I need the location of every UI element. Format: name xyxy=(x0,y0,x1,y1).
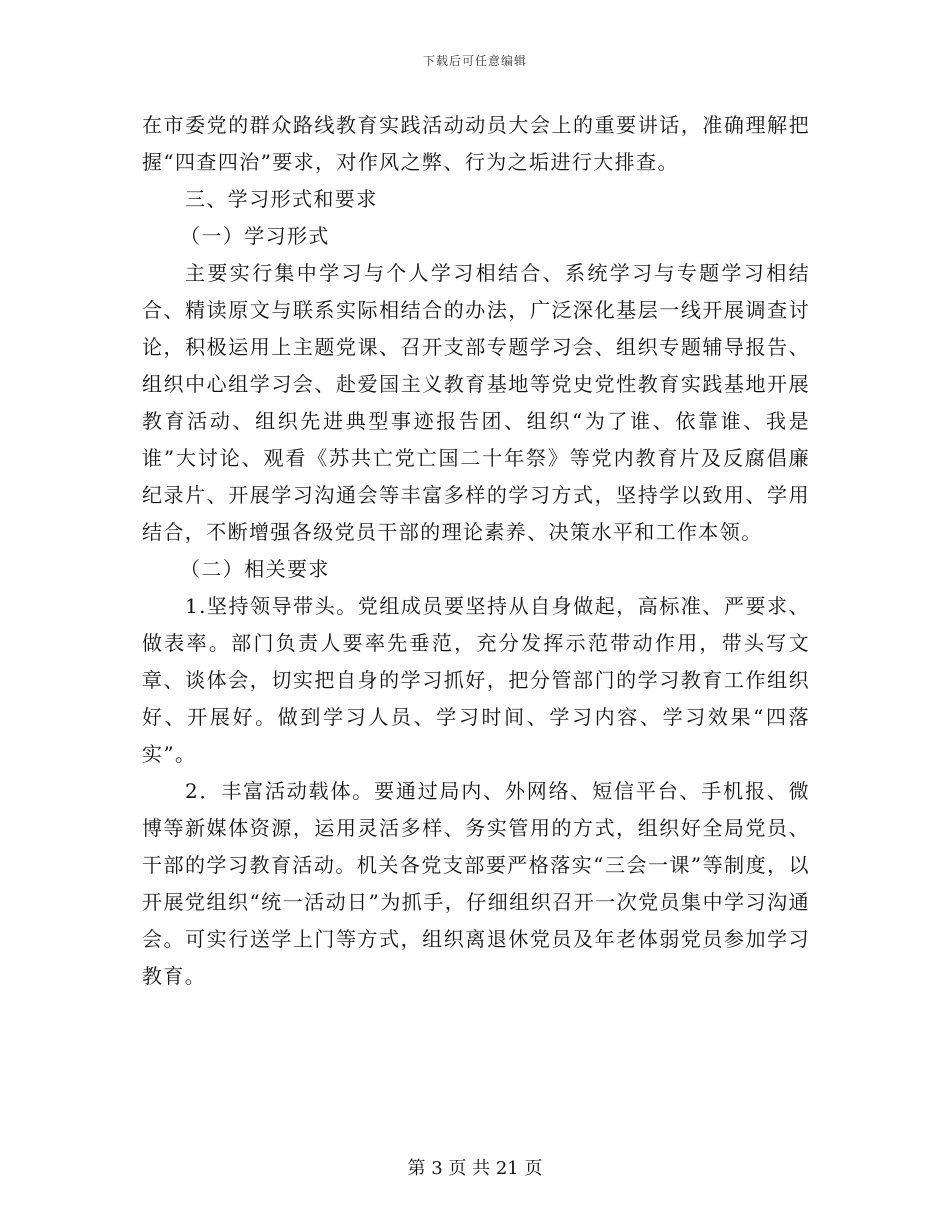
page-header-note: 下载后可任意编辑 xyxy=(422,54,527,68)
section-heading-learning-form-and-requirements: 三、学习形式和要求 xyxy=(185,187,378,211)
page-number-footer: 第 3 页 共 21 页 xyxy=(407,1158,543,1179)
paragraph-requirement-1: 1.坚持领导带头。党组成员要坚持从自身做起，高标准、严要求、做表率。部门负责人要率先垂范，充分发挥示范带动作用，带头写文章、谈体会，切实把自身的学习抓好，把分管部门的学习教育工作组织好、开展好。做到学习人员、学习时间、学习内容、学习效果“四落实”。 xyxy=(142,594,810,766)
paragraph-continued: 在市委党的群众路线教育实践活动动员大会上的重要讲话，准确理解把握“四查四治”要求，对作风之弊、行为之垢进行大排查。 xyxy=(142,113,810,174)
document-body xyxy=(142,107,810,995)
subheading-related-requirements: （二）相关要求 xyxy=(180,557,330,581)
paragraph-learning-form: 主要实行集中学习与个人学习相结合、系统学习与专题学习相结合、精读原文与联系实际相结合的办法，广泛深化基层一线开展调查讨论，积极运用上主题党课、召开支部专题学习会、组织专题辅导报告、组织中心组学习会、赴爱国主义教育基地等党史党性教育实践基地开展教育活动、组织先进典型事迹报告团、组织“为了谁、依靠谁、我是谁”大讨论、观看《苏共亡党亡国二十年祭》等党内教育片及反腐倡廉纪录片、开展学习沟通会等丰富多样的学习方式，坚持学以致用、学用结合，不断增强各级党员干部的理论素养、决策水平和工作本领。 xyxy=(142,261,810,544)
paragraph-requirement-2: 2．丰富活动载体。要通过局内、外网络、短信平台、手机报、微博等新媒体资源，运用灵活多样、务实管用的方式，组织好全局党员、干部的学习教育活动。机关各党支部要严格落实“三会一课”等制度，以开展党组织“统一活动日”为抓手，仔细组织召开一次党员集中学习沟通会。可实行送学上门等方式，组织离退休党员及年老体弱党员参加学习教育。 xyxy=(142,779,810,988)
subheading-learning-form: （一）学习形式 xyxy=(180,224,330,248)
